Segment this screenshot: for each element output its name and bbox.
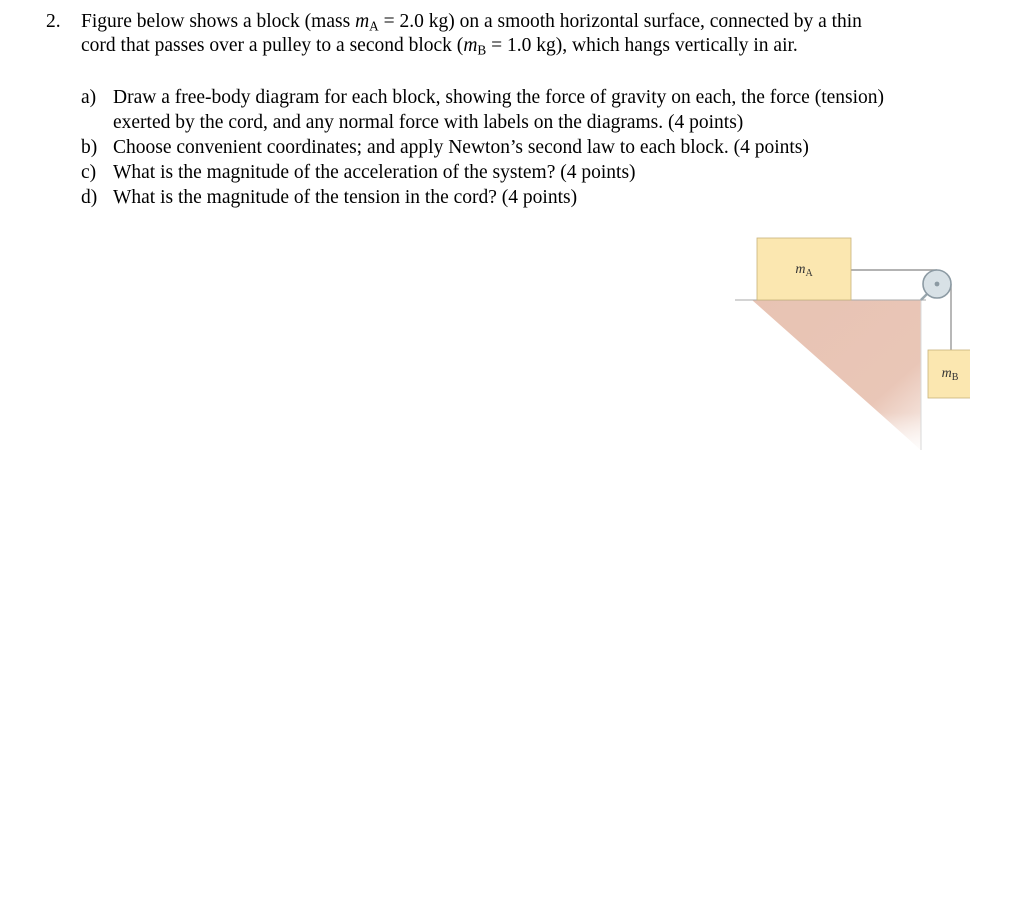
mass-a-letter: m	[355, 11, 370, 32]
part-text-line: Draw a free-body diagram for each block, showing the force of gravity on each, the force (tension)	[113, 87, 885, 108]
table-fade	[752, 300, 921, 450]
part-text-line: What is the magnitude of the tension in the cord? (4 points)	[113, 187, 578, 208]
part-text	[113, 86, 1013, 135]
part-label: d)	[81, 187, 98, 208]
question-number: 2.	[46, 11, 61, 32]
part-text-line: What is the magnitude of the acceleration of the system? (4 points)	[113, 162, 636, 183]
part-label: a)	[81, 87, 97, 108]
block-a-label-subscript: A	[805, 268, 813, 279]
question-stem-line-1	[81, 10, 1011, 34]
block-a-label-letter: m	[795, 262, 806, 277]
mass-a-symbol	[355, 11, 379, 32]
part-text-line: exerted by the cord, and any normal force with labels on the diagrams. (4 points)	[113, 111, 744, 133]
stem-text: Figure below shows a block (mass	[81, 11, 356, 32]
part-text-line: Choose convenient coordinates; and apply Newton’s second law to each block. (4 points)	[113, 137, 809, 158]
stem-text: cord that passes over a pulley to a second block (	[81, 35, 464, 56]
block-b-label-subscript: B	[951, 372, 959, 383]
part-text	[113, 136, 1013, 161]
block-b-label-letter: m	[941, 366, 952, 381]
question-stem	[81, 10, 1011, 58]
part-text	[113, 161, 1013, 186]
mass-b-subscript: B	[477, 42, 487, 58]
part-text	[113, 186, 1013, 211]
part-label: c)	[81, 162, 97, 183]
pulley-figure	[730, 232, 970, 454]
mass-b-symbol	[463, 35, 486, 56]
mass-a-subscript: A	[369, 18, 379, 34]
stem-text: = 2.0 kg) on a smooth horizontal surface, connected by a thin	[378, 11, 862, 32]
part-label: b)	[81, 137, 98, 158]
pulley-axle-icon	[935, 282, 940, 287]
question-stem-line-2	[81, 34, 1011, 58]
mass-b-letter: m	[463, 35, 478, 56]
stem-text: = 1.0 kg), which hangs vertically in air.	[486, 35, 798, 56]
